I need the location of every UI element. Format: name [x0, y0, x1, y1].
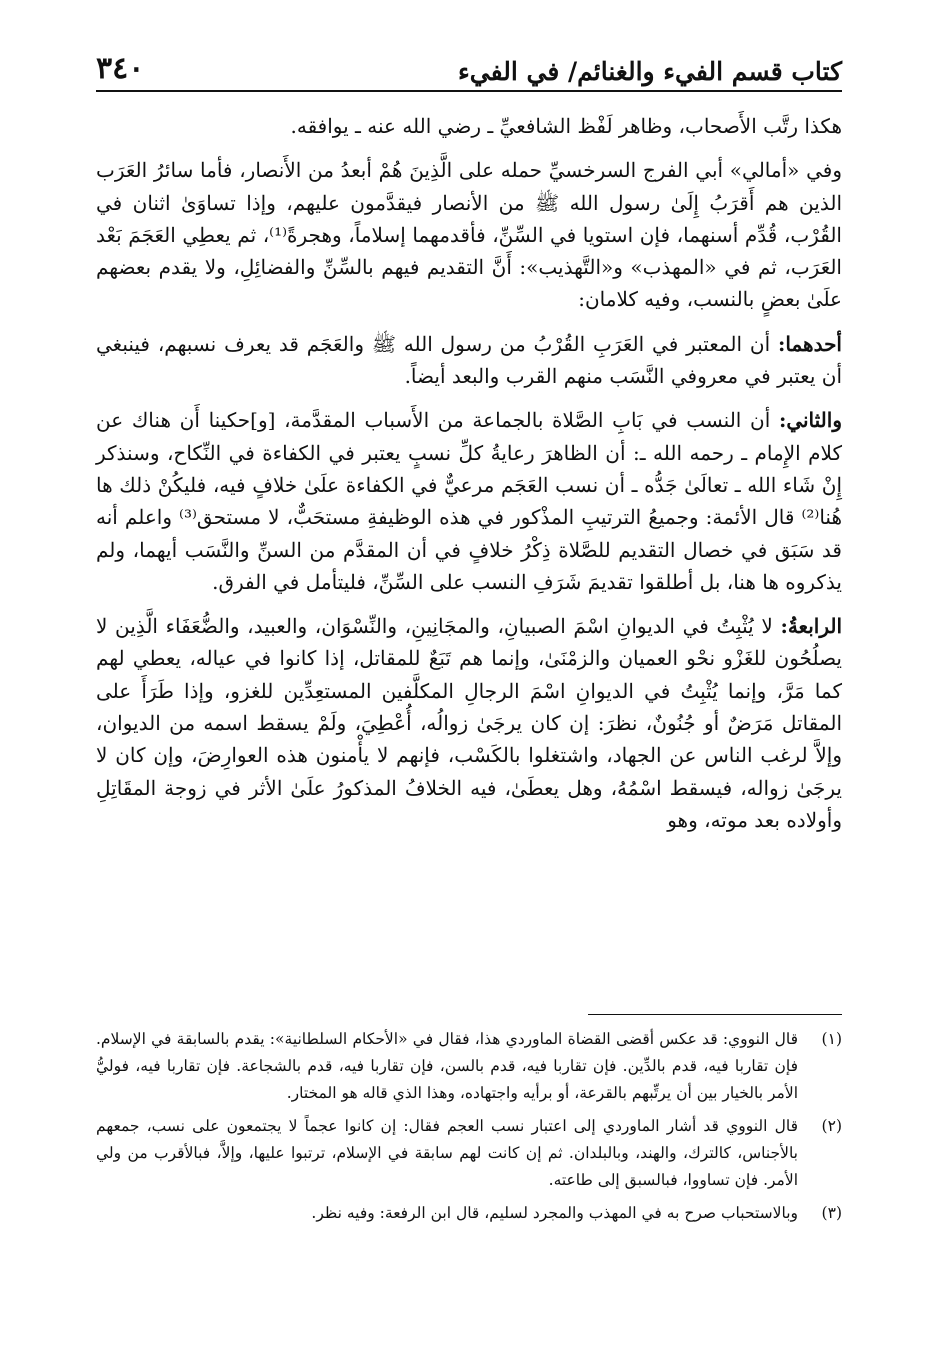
paragraph: هكذا رتَّب الأَصحاب، وظاهر لَفْظ الشافعيِّ ـ رضي الله عنه ـ يوافقه. — [290, 114, 842, 138]
paragraph — [96, 328, 842, 393]
footnote — [96, 1113, 842, 1194]
footnote — [96, 1026, 842, 1107]
paragraph-body: أن النسب في بَابِ الصَّلاة بالجماعة من الأَسباب المقدَّمة، [و]حكينا أَن هناك عن كلام الإِمام ـ رحمه الله ـ: أن الظاهرَ رعايةُ كلِّ نسبٍ يعتبر في الكفاءة في النِّكاح، وسنذكر إِنْ شَاء الله ـ تعالَىٰ جَدُّه ـ أن نسب العَجَم مرعيٌّ في الكفاءة علَىٰ خلافٍ فيه، فليكُنْ ذلك ها هُنا⁽²⁾ قال الأئمة: وجميعُ الترتيبِ المذْكور في هذه الوظيفةِ مستحَبٌّ، لا مستحق⁽³⁾ واعلم أنه قد سَبَق في خصال التقديم للصَّلاة ذِكْرُ خلافٍ في أن المقدَّم من السنِّ والنَّسَب أيهما، ولم يذكروه ها هنا، بل أطلقوا تقديمَ شَرَفِ النسب على السِّنِّ، فليتأمل في الفرق. — [96, 408, 843, 594]
footnote-text: وبالاستحباب صرح به في المهذب والمجرد لسليم، قال ابن الرفعة: وفيه نظر. — [311, 1204, 798, 1222]
footnote-number: (٣) — [821, 1204, 842, 1222]
page-number: ٣٤٠ — [96, 51, 145, 86]
footnote-text: قال النووي قد أشار الماوردي إلى اعتبار نسب العجم فقال: إن كانوا عجماً لا يجتمعون على نسب، جمعهم بالأجناس، كالترك، والهند، وبالبلدان. ثم إن كانت لهم سابقة في الإسلام، ترتبوا عليها، وإلاَّ، فبالأقرب من ولي الأمر. فإن تساووا، فبالسبق إلى طاعته. — [96, 1117, 798, 1189]
paragraph-lead: أحدهما: — [777, 331, 842, 356]
paragraph-body: أن المعتبر في العَرَبِ القُرْبُ من رسول الله ﷺ والعَجَم قد يعرف نسبهم، فينبغي أن يعتبر في معروفي النَّسَب منهم القرب والبعد أيضاً. — [96, 331, 842, 389]
paragraph-body: لا يُثْبِتُ في الديوانِ اسْمَ الصبيانِ، والمجَانِينِ، والنِّسْوَان، والعبيد، والضُّعَفَاء الَّذِين لا يصلُحُون للغَزْو نحْو العميان والزمْنَىٰ، وإنما هم تَبَعٌ للمقاتل، إذا كانوا في عياله، يعطي لهم كما مَرَّ، وإنما يُثْبِتُ في الديوانِ اسْمَ الرجالِ المكلَّفين المستعِدِّين للغزو، وإذا طَرَأَ على المقاتل مَرَضٌ أو جُنُونٌ، نظرَ: إن كان يرجَىٰ زوالُه، أُعْطِيَ، ولَمْ يسقط اسمه من الديوان، وإلاَّ لرغب الناس عن الجهاد، واشتغلوا بالكَسْب، فإنهم لا يأْمنون هذه العوارِضَ، وإن كان لا يرجَىٰ زواله، فيسقط اسْمُهُ، وهل يعطَىٰ، فيه الخلافُ المذكورُ علَىٰ الأثر في زوجة المقَاتِلِ وأولاده بعد موته، وهو — [96, 614, 842, 832]
footnote-number: (١) — [821, 1030, 842, 1048]
footnote-number: (٢) — [821, 1117, 842, 1135]
paragraph — [96, 404, 842, 598]
main-text — [96, 110, 842, 848]
paragraph-lead: الرابعةُ: — [780, 614, 842, 639]
footnotes — [96, 1026, 842, 1233]
footnote — [96, 1200, 842, 1227]
paragraph-lead: والثاني: — [778, 408, 842, 433]
footnote-text: قال النووي: قد عكس أقضى القضاة الماوردي هذا، فقال في «الأحكام السلطانية»: يقدم بالسابقة في الإسلام. فإن تقاربا فيه، قدم بالدِّين. فإن تقاربا فيه، قدم بالسن، فإن تقاربا فيه، قدم بالشجاعة. فإن تقاربا فيه، فوليُّ الأمر بالخيار بين أن يرتِّبهم بالقرعة، أو برأيه واجتهاده، وهذا الذي قاله هو المختار. — [96, 1030, 798, 1102]
page-header — [96, 38, 842, 92]
paragraph — [96, 610, 842, 836]
running-title: كتاب قسم الفيء والغنائم/ في الفيء — [458, 57, 842, 86]
paragraph: وفي «أمالي» أبي الفرج السرخسيِّ حمله على الَّذِينَ هُمْ أبعدُ من الأَنصار، فأما سائرُ العَرَب الذين هم أَقرَبُ إِلَىٰ رسول الله ﷺ من الأنصار فيقدَّمون عليهم، وإذا تساوَىٰ اثنان في القُرْب، قُدِّم أسنهما، فإن استويا في السِّنِّ، فأقدمهما إسلاماً، وهجرةً⁽¹⁾، ثم يعطِي العَجَمَ بَعْد العَرَب، ثم في «المهذب» و«التَّهذيب»: أَنَّ التقديم فيهم بالسِّنِّ والفضائِلِ، ولا يقدم بعضهم علَىٰ بعضٍ بالنسب، وفيه كلامان: — [96, 158, 842, 312]
footnote-divider — [588, 1014, 842, 1015]
